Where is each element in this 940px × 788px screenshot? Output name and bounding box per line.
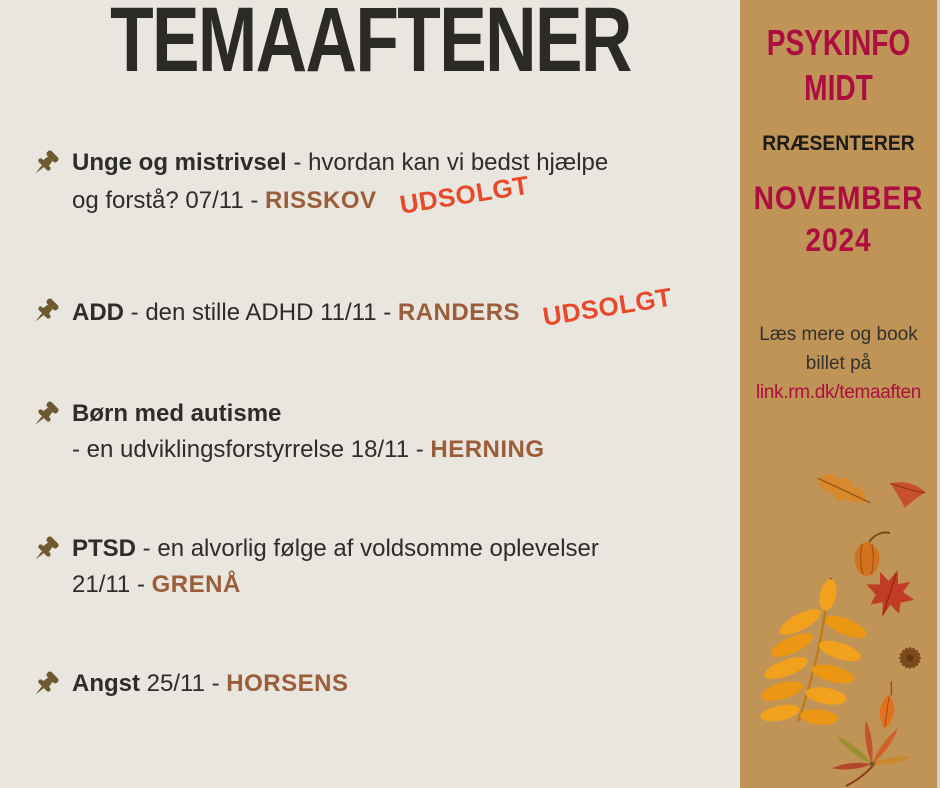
event-lines [72,531,710,603]
soldout-badge: UDSOLGT [540,281,675,332]
booking-line1: Læs mere og book [759,324,918,345]
event-line [72,169,710,220]
event-title: Børn med autisme [72,400,282,427]
event-lines [72,281,710,332]
month-line1: NOVEMBER [753,180,924,216]
pushpin-icon [30,297,60,327]
month-label [752,177,925,261]
event-line [72,396,710,432]
event-line [72,531,710,567]
event-title: PTSD [72,535,137,562]
red-leaf-fragment [887,481,926,511]
event-text: og forstå? 07/11 - [72,187,266,214]
pushpin-icon [30,400,60,430]
oak-leaf [813,467,875,513]
event-item [30,281,710,332]
event-lines [72,396,710,468]
small-orange-leaf [877,680,898,730]
event-text: - en udviklingsforstyrrelse 18/11 - [72,436,431,463]
page-title [0,0,740,91]
event-title: Unge og mistrivsel [72,149,287,176]
physalis-fruit [855,532,890,576]
event-location: HORSENS [226,670,349,697]
event-title: Angst [72,670,140,697]
booking-link: link.rm.dk/temaaften [755,382,922,403]
event-location: RISSKOV [265,187,377,214]
pushpin-icon [30,670,60,700]
brand-name [762,20,916,110]
event-lines [72,145,710,219]
presents-label: RRÆSENTERER [762,132,915,155]
event-lines [72,666,710,702]
sidebar [740,0,940,788]
booking-info [740,320,937,407]
brand-line1: PSYKINFO [766,22,911,63]
event-text: - hvordan kan vi bedst hjælpe [286,149,609,176]
event-line [72,567,710,603]
event-line [72,666,710,702]
event-location: GRENÅ [151,571,241,598]
event-location: RANDERS [397,299,521,326]
event-item [30,145,710,219]
event-text: - den stille ADHD 11/11 - [124,299,398,326]
event-item [30,531,710,603]
poster-title-text: TEMAAFTENER [109,0,631,91]
autumn-leaves-decoration [740,428,940,788]
event-line [72,145,710,181]
event-text: 25/11 - [140,670,227,697]
pushpin-icon [30,149,60,179]
month-line2: 2024 [805,222,872,258]
event-line [72,281,710,332]
event-line [72,432,710,468]
event-item [30,666,710,702]
brand-line2: MIDT [804,67,873,108]
event-text: 21/11 - [72,571,152,598]
booking-line2: billet på [805,353,872,374]
pushpin-icon [30,535,60,565]
rowan-leaf [759,578,870,727]
event-location: HERNING [430,436,545,463]
star-anise [899,647,922,670]
creeper-leaf [832,720,912,786]
soldout-badge: UDSOLGT [397,169,531,220]
event-text: - en alvorlig følge af voldsomme oplevelser [136,535,599,562]
event-title: ADD [72,299,124,326]
event-item [30,396,710,468]
